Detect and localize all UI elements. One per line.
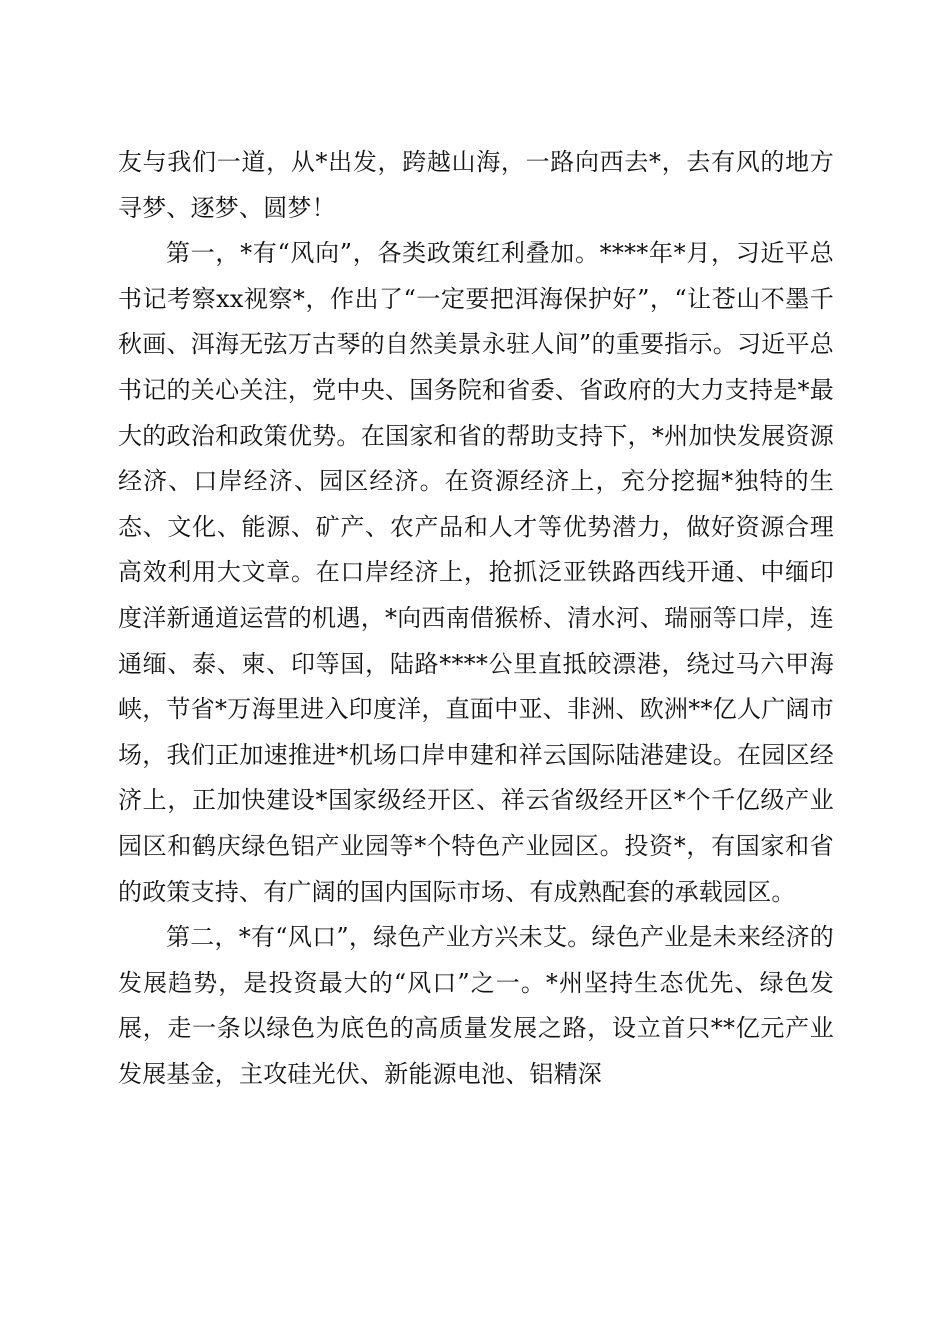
paragraph-first-point: 第一，*有“风向”，各类政策红利叠加。****年*月，习近平总书记考察xx视察*，作出了“一定要把洱海保护好”，“让苍山不墨千秋画、洱海无弦万古琴的自然美景永驻人间”的重要指示。习近平总书记的关心关注，党中央、国务院和省委、省政府的大力支持是*最大的政治和政策优势。在国家和省的帮助支持下，*州加快发展资源经济、口岸经济、园区经济。在资源经济上，充分挖掘*独特的生态、文化、能源、矿产、农产品和人才等优势潜力，做好资源合理高效利用大文章。在口岸经济上，抢抓泛亚铁路西线开通、中缅印度洋新通道运营的机遇，*向西南借猴桥、清水河、瑞丽等口岸，连通缅、泰、柬、印等国，陆路****公里直抵皎漂港，绕过马六甲海峡，节省*万海里进入印度洋，直面中亚、非洲、欧洲**亿人广阔市场，我们正加速推进*机场口岸申建和祥云国际陆港建设。在园区经济上，正加快建设*国家级经开区、祥云省级经开区*个千亿级产业园区和鹤庆绿色铝产业园等*个特色产业园区。投资*，有国家和省的政策支持、有广阔的国内国际市场、有成熟配套的承载园区。	[118, 239, 834, 906]
paragraph-second-point: 第二，*有“风口”，绿色产业方兴未艾。绿色产业是未来经济的发展趋势，是投资最大的“风口”之一。*州坚持生态优先、绿色发展，走一条以绿色为底色的高质量发展之路，设立首只**亿元产业发展基金，主攻硅光伏、新能源电池、铝精深	[118, 923, 834, 1088]
paragraph-continuation: 友与我们一道，从*出发，跨越山海，一路向西去*，去有风的地方寻梦、逐梦、圆梦！	[118, 148, 834, 222]
document-body	[118, 140, 834, 1097]
